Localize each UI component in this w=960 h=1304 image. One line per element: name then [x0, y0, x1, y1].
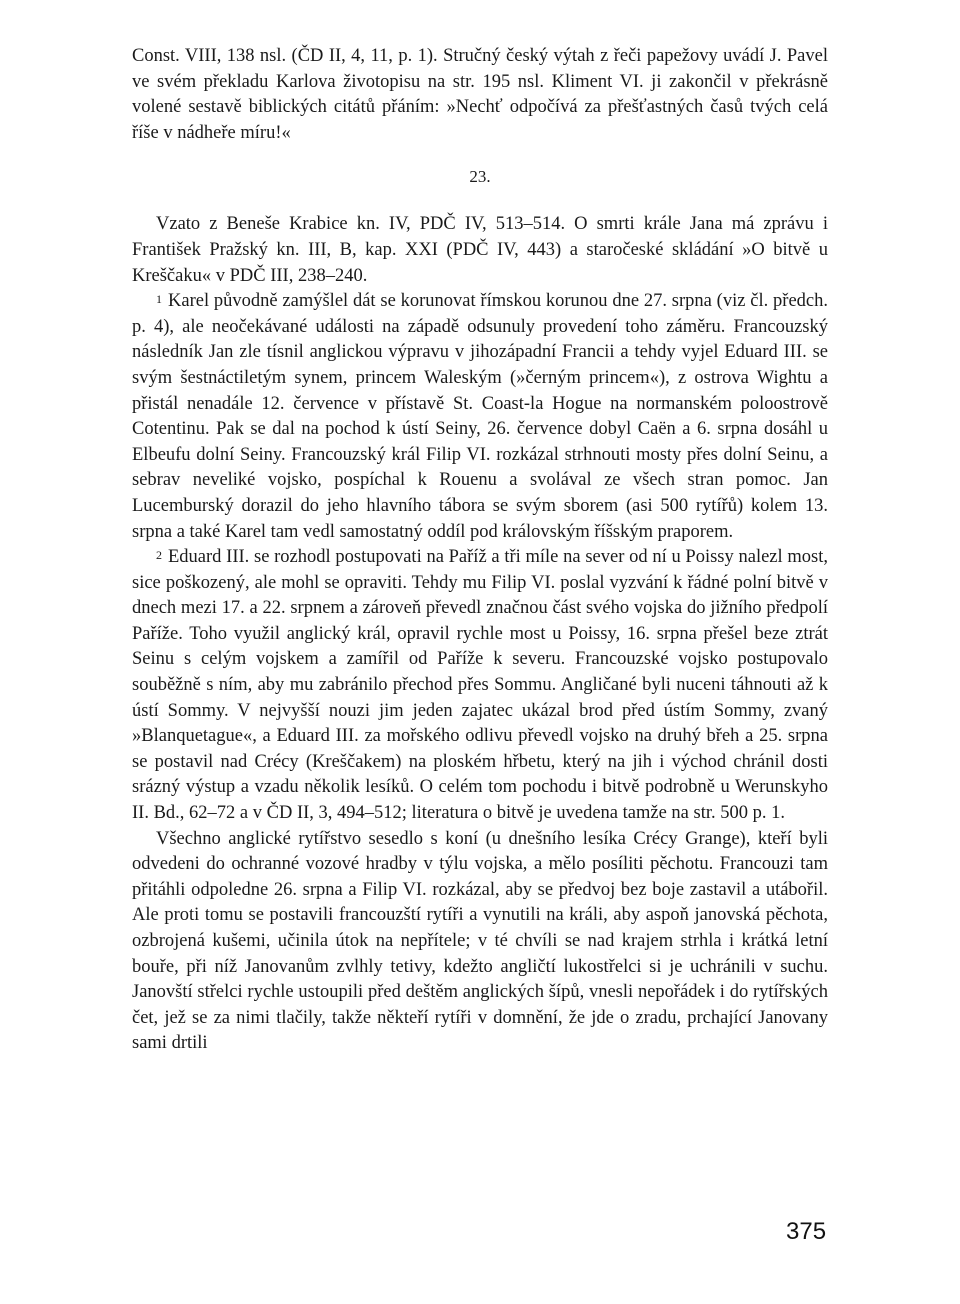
final-paragraph: Všechno anglické rytířstvo sesedlo s koní (u dnešního lesíka Crécy Grange), kteří byli odvedeni do ochranné vozové hradby v týlu vojska, a mělo posíliti pěchotu. Francouzi tam přitáhli odpoledne 26. srpna a Filip VI. rozkázal, aby se předvoj bez boje zastavil a utábořil. Ale proti tomu se postavili francouzští rytíři a vynutili na králi, aby aspoň janovská pěchota, ozbrojená kušemi, učinila útok na nepřítele; v té chvíli se nad krajem strhla i krátká letní bouře, při níž Janovanům zvlhly tetivy, kdežto angličtí lukostřelci si je uchránili v suchu. Janovští střelci rychle ustoupili před deštěm anglických šípů, vnesli nepořádek i do rytířských čet, jež se za nimi tlačily, takže někteří rytíři v domnění, že jde o zradu, prchající Janovany sami drtili: [132, 828, 828, 1054]
note-2: [132, 545, 828, 827]
note-1-marker: 1: [156, 292, 162, 307]
page-body: [132, 44, 828, 1057]
note-1: [132, 289, 828, 545]
note-2-marker: 2: [156, 548, 162, 563]
note-2-text: Eduard III. se rozhodl postupovati na Paříž a tři míle na sever od ní u Poissy nalezl most, sice poškozený, ale mohl se opraviti. Tehdy mu Filip VI. poslal vyzvání k řádné polní bitvě v dnech mezi 17. a 22. srpnem a zároveň převedl značnou část svého vojska do jižního předpolí Paříže. Toho využil anglický král, opravil rychle most u Poissy, 16. srpna přešel beze ztrát Seinu s celým vojskem a zamířil od Paříže k severu. Francouzské vojsko postupovalo souběžně s ním, aby mu zabránilo přechod přes Sommu. Angličané byli nuceni táhnouti až k ústí Sommy. V nejvyšší nouzi jim jeden zajatec ukázal brod před ústím Sommy, zvaný »Blanquetague«, a Eduard III. za mořského odlivu převedl vojsko na druhý břeh a 25. srpna se postavil nad Crécy (Kreščakem) na ploském hřbetu, který na jih i východ chránil dosti srázný výstup a vzadu několik lesíků. O celém tom pochodu i bitvě podrobně u Werunskyho II. Bd., 62–72 a v ČD II, 3, 494–512; literatura o bitvě je uvedena tamže na str. 500 p. 1.: [132, 547, 828, 824]
section-number: 23.: [469, 167, 491, 187]
page-number: 375: [786, 1218, 827, 1245]
intro-paragraph: Vzato z Beneše Krabice kn. IV, PDČ IV, 513–514. O smrti krále Jana má zprávu i František Pražský kn. III, B, kap. XXI (PDČ IV, 443) a staročeské skládání »O bitvě u Kreščaku« v PDČ III, 238–240.: [132, 214, 828, 286]
note-1-text: Karel původně zamýšlel dát se korunovat římskou korunou dne 27. srpna (viz čl. předch. p. 4), ale neočekávané události na západě odsunuly provedení toho záměru. Francouzský následník Jan zle tísnil anglickou výpravu v jihozápadní Francii a tehdy vyjel Eduard III. se svým šestnáctiletým synem, princem Waleským (»černým princem«), z ostrova Wightu a přistál nenadále 12. července v přístavě St. Coast-la Hogue na normanském poloostrově Cotentinu. Pak se dal na pochod k ústí Seiny, 26. července dobyl Caën a 6. srpna dosáhl u Elbeufu dolní Seiny. Francouzský král Filip VI. rozkázal strhnouti mosty přes dolní Seinu, a sebrav neveliké vojsko, pospíchal k Rouenu a svolával ze všech stran pomoc. Jan Lucemburský dorazil do jeho hlavního tábora se svým sborem (asi 500 rytířů) kolem 13. srpna a také Karel tam vedl samostatný oddíl pod královským říšským praporem.: [132, 291, 828, 542]
top-paragraph: Const. VIII, 138 nsl. (ČD II, 4, 11, p. 1). Stručný český výtah z řeči papežovy uvádí J. Pavel ve svém překladu Karlova životopisu na str. 195 nsl. Kliment VI. ji zakončil v překrásně volené sestavě biblických citátů přáním: »Nechť odpočívá za přešťastných časů tvých celá říše v nádheře míru!«: [132, 46, 828, 143]
